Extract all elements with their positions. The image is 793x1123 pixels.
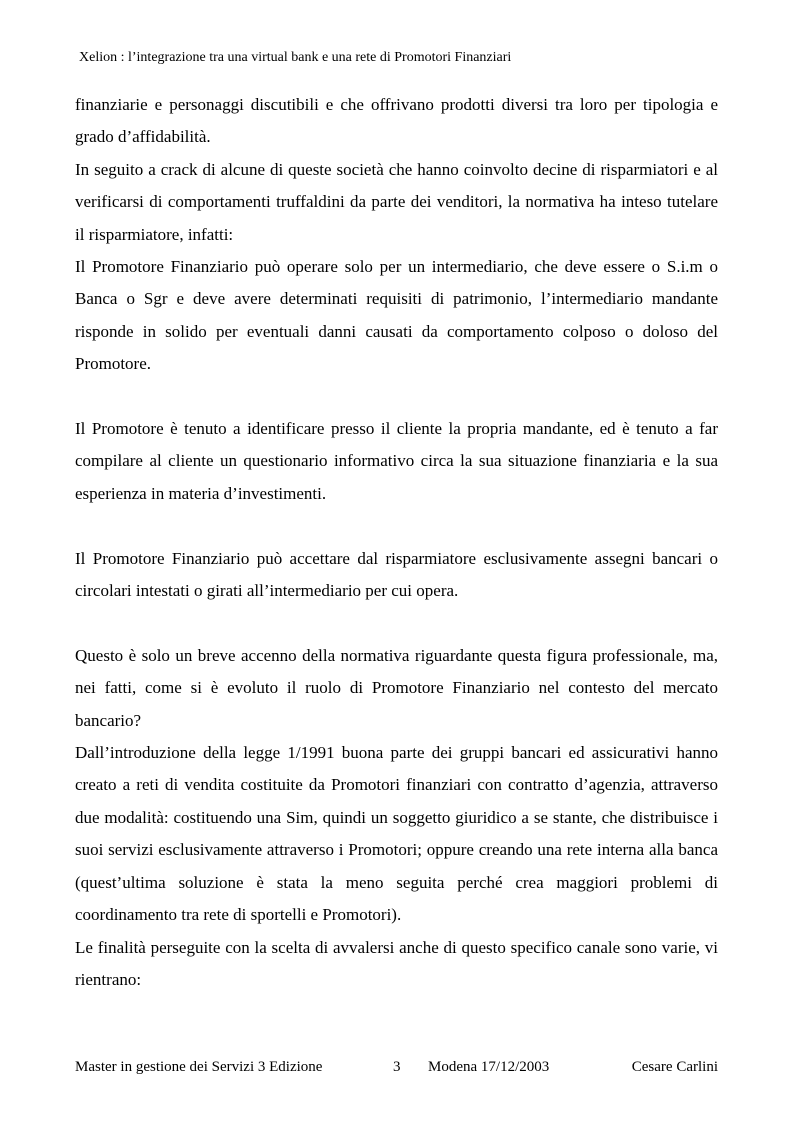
paragraph: Il Promotore è tenuto a identificare presso il cliente la propria mandante, ed è tenuto a far compilare al cliente un questionario informativo circa la sua situazione finanziaria e la sua esperienza in materia d’investimenti. — [75, 419, 718, 503]
footer-author: Cesare Carlini — [631, 1059, 718, 1075]
footer-page-number: 3 — [393, 1059, 401, 1075]
paragraph: finanziarie e personaggi discutibili e che offrivano prodotti diversi tra loro per tipologia e grado d’affidabilità. — [75, 95, 718, 147]
page-header-title: Xelion : l’integrazione tra una virtual bank e una rete di Promotori Finanziari — [79, 50, 512, 65]
paragraph: Le finalità perseguite con la scelta di avvalersi anche di questo specifico canale sono varie, vi rientrano: — [75, 937, 718, 989]
paragraph: Il Promotore Finanziario può operare solo per un intermediario, che deve essere o S.i.m o Banca o Sgr e deve avere determinati requisiti di patrimonio, l’intermediario mandante risponde in solido per eventuali danni causati da comportamento colposo o doloso del Promotore. — [75, 257, 718, 374]
paragraph: Il Promotore Finanziario può accettare dal risparmiatore esclusivamente assegni bancari o circolari intestati o girati all’intermediario per cui opera. — [75, 548, 718, 601]
paragraph: In seguito a crack di alcune di queste società che hanno coinvolto decine di risparmiatori e al verificarsi di comportamenti truffaldini da parte dei venditori, la normativa ha inteso tutelare il risparmiatore, infatti: — [75, 159, 718, 244]
page-footer — [0, 1057, 793, 1077]
footer-course: Master in gestione dei Servizi 3 Edizione — [75, 1059, 323, 1075]
footer-place-date: Modena 17/12/2003 — [428, 1059, 550, 1075]
paragraph: Questo è solo un breve accenno della normativa riguardante questa figura professionale, ma, nei fatti, come si è evoluto il ruolo di Promotore Finanziario nel contesto del mercato bancario? — [75, 645, 718, 730]
paragraph: Dall’introduzione della legge 1/1991 buona parte dei gruppi bancari ed assicurativi hanno creato a reti di vendita costituite da Promotori finanziari con contratto d’agenzia, attraverso due modalità: costituendo una Sim, quindi un soggetto giuridico a se stante, che distribuisce i suoi servizi esclusivamente attraverso i Promotori; oppure creando una rete interna alla banca (quest’ultima soluzione è stata la meno seguita perché crea maggiori problemi di coordinamento tra rete di sportelli e Promotori). — [75, 743, 718, 925]
document-body — [75, 89, 718, 996]
